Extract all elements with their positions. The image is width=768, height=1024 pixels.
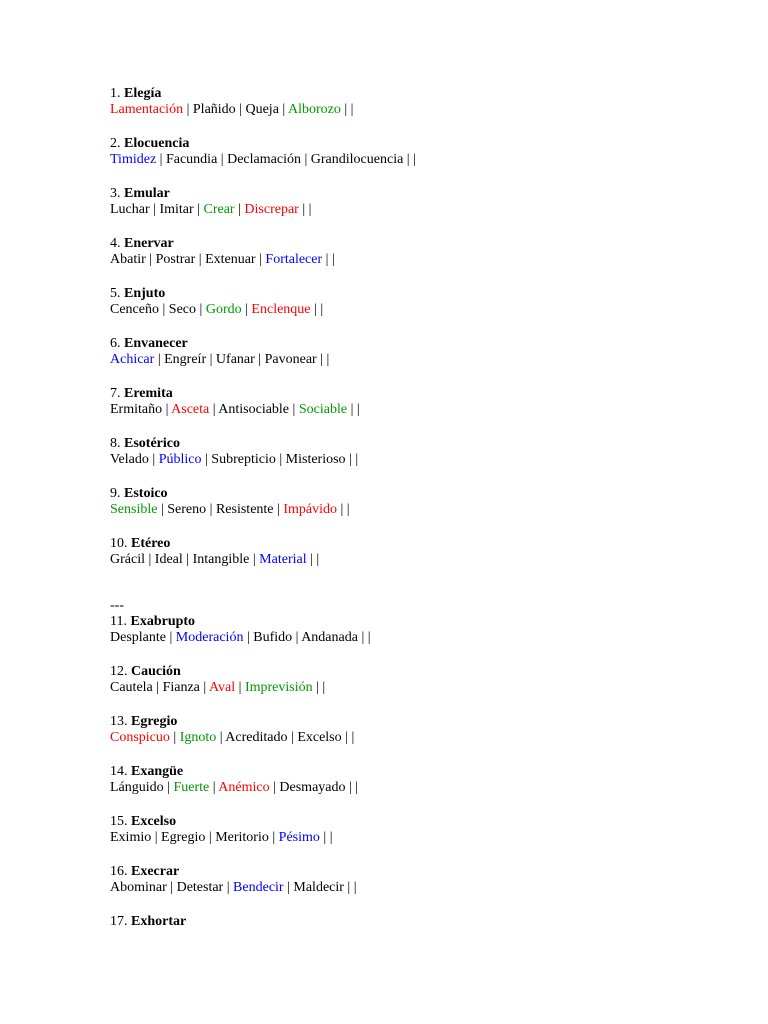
entry-options: [110, 780, 730, 796]
option-word: Pésimo: [278, 830, 320, 845]
option-divider: |: [156, 152, 166, 167]
option-tail: | |: [314, 302, 324, 317]
option-divider: |: [182, 552, 193, 567]
entry-heading: [110, 236, 730, 252]
entry-item: [110, 336, 730, 368]
option-divider: |: [169, 730, 180, 745]
option-divider: |: [145, 252, 156, 267]
option-word: Antisociable: [218, 402, 290, 417]
option-word: Público: [158, 452, 202, 467]
option-word: Moderación: [175, 630, 244, 645]
option-divider: |: [193, 202, 204, 217]
entry-item: [110, 764, 730, 796]
option-word: Impávido: [283, 502, 337, 517]
option-divider: |: [223, 880, 234, 895]
option-word: Bendecir: [233, 880, 284, 895]
entry-term: Envanecer: [124, 336, 188, 351]
entry-options: [110, 730, 730, 746]
entry-options: [110, 552, 730, 568]
option-divider: |: [183, 102, 193, 117]
option-divider: |: [268, 830, 279, 845]
entry-item: [110, 136, 730, 168]
option-divider: |: [216, 730, 226, 745]
option-word: Bufido: [253, 630, 293, 645]
option-word: Cautela: [110, 680, 153, 695]
entry-number: 15.: [110, 814, 128, 829]
option-word: Plañido: [192, 102, 236, 117]
option-divider: |: [195, 252, 206, 267]
entry-term: Eremita: [124, 386, 173, 401]
entry-term: Elocuencia: [124, 136, 190, 151]
entry-heading: [110, 536, 730, 552]
entry-item: [110, 714, 730, 746]
entry-heading: [110, 136, 730, 152]
entry-heading: [110, 186, 730, 202]
entry-number: 9.: [110, 486, 121, 501]
option-tail: | |: [347, 880, 357, 895]
option-divider: |: [206, 352, 216, 367]
entry-number: 2.: [110, 136, 121, 151]
option-word: Desmayado: [279, 780, 346, 795]
entry-options: [110, 202, 730, 218]
section-separator: ---: [110, 598, 124, 613]
option-word: Ignoto: [179, 730, 217, 745]
entry-item: [110, 236, 730, 268]
option-word: Luchar: [110, 202, 150, 217]
option-word: Achicar: [110, 352, 155, 367]
entry-options: [110, 680, 730, 696]
option-word: Acreditado: [225, 730, 288, 745]
entry-options: [110, 402, 730, 418]
option-divider: |: [199, 680, 209, 695]
option-word: Lánguido: [110, 780, 164, 795]
entry-item: [110, 436, 730, 468]
entry-item: [110, 486, 730, 518]
option-divider: |: [205, 830, 216, 845]
entry-heading: [110, 86, 730, 102]
option-word: Postrar: [155, 252, 196, 267]
option-word: Sensible: [110, 502, 158, 517]
entry-number: 1.: [110, 86, 121, 101]
entry-term: Enjuto: [124, 286, 166, 301]
option-word: Egregio: [161, 830, 206, 845]
entry-heading: [110, 614, 730, 630]
option-word: Imitar: [159, 202, 194, 217]
option-word: Crear: [203, 202, 235, 217]
entry-term: Etéreo: [131, 536, 171, 551]
option-divider: |: [243, 630, 254, 645]
entry-term: Excelso: [131, 814, 177, 829]
entry-heading: [110, 436, 730, 452]
option-divider: |: [234, 202, 245, 217]
option-divider: |: [151, 830, 162, 845]
option-divider: |: [249, 552, 260, 567]
option-divider: |: [273, 502, 284, 517]
option-word: Abatir: [110, 252, 146, 267]
entry-options: [110, 352, 730, 368]
option-divider: |: [158, 302, 169, 317]
entry-heading: [110, 486, 730, 502]
option-tail: | |: [325, 252, 335, 267]
entry-number: 3.: [110, 186, 121, 201]
entry-number: 17.: [110, 914, 128, 929]
option-divider: |: [292, 630, 302, 645]
entry-heading: [110, 714, 730, 730]
entry-item: [110, 186, 730, 218]
option-divider: |: [209, 402, 219, 417]
option-tail: | |: [323, 830, 333, 845]
entry-heading: [110, 386, 730, 402]
option-word: Ufanar: [215, 352, 255, 367]
option-tail: | |: [320, 352, 330, 367]
option-tail: | |: [344, 102, 354, 117]
option-word: Asceta: [171, 402, 210, 417]
entry-term: Emular: [124, 186, 170, 201]
entry-number: 13.: [110, 714, 128, 729]
entry-options: [110, 630, 730, 646]
entry-item: [110, 286, 730, 318]
option-divider: |: [300, 152, 311, 167]
option-word: Extenuar: [205, 252, 256, 267]
option-word: Sereno: [167, 502, 207, 517]
option-divider: |: [165, 630, 176, 645]
entry-options: [110, 302, 730, 318]
option-word: Pavonear: [264, 352, 317, 367]
option-divider: |: [201, 452, 212, 467]
option-divider: |: [235, 680, 245, 695]
option-word: Enclenque: [251, 302, 311, 317]
option-divider: |: [278, 102, 288, 117]
option-tail: | |: [350, 402, 360, 417]
option-divider: |: [209, 780, 219, 795]
entry-term: Elegía: [124, 86, 162, 101]
option-divider: |: [255, 252, 266, 267]
entry-heading: [110, 286, 730, 302]
option-word: Sociable: [298, 402, 348, 417]
option-word: Lamentación: [110, 102, 184, 117]
entry-number: 8.: [110, 436, 121, 451]
option-tail: | |: [310, 552, 320, 567]
option-word: Ermitaño: [110, 402, 163, 417]
option-word: Discrepar: [244, 202, 299, 217]
entry-heading: [110, 664, 730, 680]
option-divider: |: [157, 502, 168, 517]
option-word: Meritorio: [215, 830, 269, 845]
entry-number: 12.: [110, 664, 128, 679]
option-word: Excelso: [297, 730, 342, 745]
option-divider: |: [162, 402, 172, 417]
option-divider: |: [149, 202, 160, 217]
option-word: Abominar: [110, 880, 167, 895]
option-divider: |: [283, 880, 294, 895]
option-word: Ideal: [154, 552, 183, 567]
option-word: Alborozo: [287, 102, 341, 117]
option-divider: |: [241, 302, 252, 317]
entry-heading: [110, 814, 730, 830]
entry-item: [110, 814, 730, 846]
entry-term: Exangüe: [131, 764, 184, 779]
entry-number: 10.: [110, 536, 128, 551]
option-word: Maldecir: [293, 880, 344, 895]
document-page: [110, 86, 730, 948]
entry-term: Egregio: [131, 714, 178, 729]
entry-term: Caución: [131, 664, 181, 679]
entry-term: Exabrupto: [130, 614, 196, 629]
entry-number: 6.: [110, 336, 121, 351]
entry-term: Enervar: [124, 236, 174, 251]
entry-term: Exhortar: [131, 914, 187, 929]
entry-item: [110, 536, 730, 568]
option-word: Cenceño: [110, 302, 159, 317]
option-word: Velado: [110, 452, 149, 467]
entry-options: [110, 830, 730, 846]
option-word: Fuerte: [173, 780, 210, 795]
option-word: Grácil: [110, 552, 145, 567]
option-divider: |: [235, 102, 246, 117]
option-word: Facundia: [165, 152, 218, 167]
option-word: Eximio: [110, 830, 152, 845]
entry-options: [110, 252, 730, 268]
option-word: Queja: [245, 102, 279, 117]
option-word: Detestar: [176, 880, 224, 895]
option-divider: |: [148, 452, 159, 467]
entry-number: 11.: [110, 614, 127, 629]
option-tail: | |: [349, 452, 359, 467]
entry-item: [110, 614, 730, 646]
option-word: Declamación: [227, 152, 301, 167]
entry-number: 5.: [110, 286, 121, 301]
option-divider: |: [163, 780, 174, 795]
option-divider: |: [144, 552, 155, 567]
option-divider: |: [152, 680, 163, 695]
option-word: Fortalecer: [265, 252, 323, 267]
entry-number: 7.: [110, 386, 121, 401]
option-word: Grandilocuencia: [310, 152, 404, 167]
entry-heading: [110, 336, 730, 352]
option-tail: | |: [340, 502, 350, 517]
option-divider: |: [206, 502, 216, 517]
entry-heading: [110, 914, 730, 930]
option-word: Imprevisión: [244, 680, 313, 695]
entry-term: Estoico: [124, 486, 168, 501]
option-divider: |: [196, 302, 206, 317]
entry-item: [110, 664, 730, 696]
option-word: Aval: [208, 680, 236, 695]
option-tail: | |: [345, 730, 355, 745]
option-word: Desplante: [110, 630, 166, 645]
option-word: Misterioso: [285, 452, 346, 467]
option-divider: |: [254, 352, 265, 367]
option-divider: |: [289, 402, 299, 417]
entry-heading: [110, 764, 730, 780]
entry-options: [110, 452, 730, 468]
entry-options: [110, 152, 730, 168]
entry-heading: [110, 864, 730, 880]
option-divider: |: [217, 152, 228, 167]
option-word: Material: [259, 552, 307, 567]
option-word: Seco: [168, 302, 197, 317]
option-word: Andanada: [301, 630, 358, 645]
entry-options: [110, 502, 730, 518]
entry-item: [110, 914, 730, 930]
entry-item: [110, 864, 730, 896]
option-tail: | |: [406, 152, 416, 167]
option-word: Anémico: [218, 780, 270, 795]
option-word: Resistente: [215, 502, 274, 517]
option-word: Gordo: [205, 302, 242, 317]
entry-item: [110, 386, 730, 418]
entry-number: 4.: [110, 236, 121, 251]
entry-term: Execrar: [131, 864, 180, 879]
option-tail: | |: [349, 780, 359, 795]
option-tail: | |: [302, 202, 312, 217]
entry-term: Esotérico: [124, 436, 180, 451]
option-word: Conspicuo: [110, 730, 170, 745]
entry-number: 14.: [110, 764, 128, 779]
option-tail: | |: [361, 630, 371, 645]
entry-options: [110, 880, 730, 896]
option-word: Timidez: [110, 152, 157, 167]
entry-item: [110, 86, 730, 118]
option-divider: |: [287, 730, 298, 745]
option-word: Engreír: [164, 352, 207, 367]
entry-options: [110, 102, 730, 118]
option-word: Fianza: [162, 680, 200, 695]
option-word: Subrepticio: [211, 452, 276, 467]
option-divider: |: [154, 352, 165, 367]
entry-number: 16.: [110, 864, 128, 879]
option-divider: |: [269, 780, 280, 795]
option-word: Intangible: [192, 552, 250, 567]
option-divider: |: [166, 880, 177, 895]
option-tail: | |: [316, 680, 326, 695]
option-divider: |: [275, 452, 286, 467]
